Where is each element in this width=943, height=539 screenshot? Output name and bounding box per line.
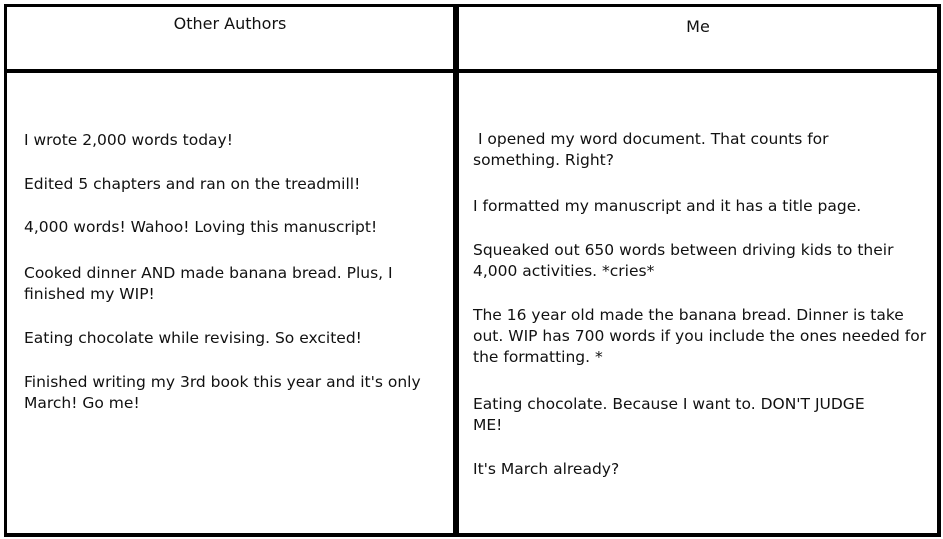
- header-other-authors: Other Authors: [173, 14, 287, 33]
- me-entry: Squeaked out 650 words between driving kids to their 4,000 activities. *cries*: [473, 241, 894, 280]
- me-entry: It's March already?: [473, 460, 620, 478]
- table-border-left: [4, 4, 7, 537]
- other-authors-entry: Eating chocolate while revising. So excited!: [24, 329, 362, 347]
- header-divider: [4, 69, 941, 73]
- table-border-right: [937, 4, 941, 537]
- other-authors-entry: Cooked dinner AND made banana bread. Plus, I finished my WIP!: [24, 264, 393, 303]
- header-me: Me: [686, 17, 710, 36]
- table-border-top: [4, 4, 941, 7]
- other-authors-entry: Finished writing my 3rd book this year and it's only March! Go me!: [24, 373, 421, 412]
- column-divider: [453, 4, 459, 537]
- other-authors-entry: 4,000 words! Wahoo! Loving this manuscript!: [24, 218, 378, 236]
- me-entry: I formatted my manuscript and it has a title page.: [473, 197, 862, 215]
- me-entry: Eating chocolate. Because I want to. DON'T JUDGE ME!: [473, 395, 865, 434]
- me-entry: I opened my word document. That counts for something. Right?: [473, 130, 834, 169]
- other-authors-entry: Edited 5 chapters and ran on the treadmill!: [24, 175, 361, 193]
- me-entry: The 16 year old made the banana bread. Dinner is take out. WIP has 700 words if you include the ones needed for the formatting. *: [473, 306, 927, 366]
- table-border-bottom: [4, 533, 941, 537]
- other-authors-entry: I wrote 2,000 words today!: [24, 131, 233, 149]
